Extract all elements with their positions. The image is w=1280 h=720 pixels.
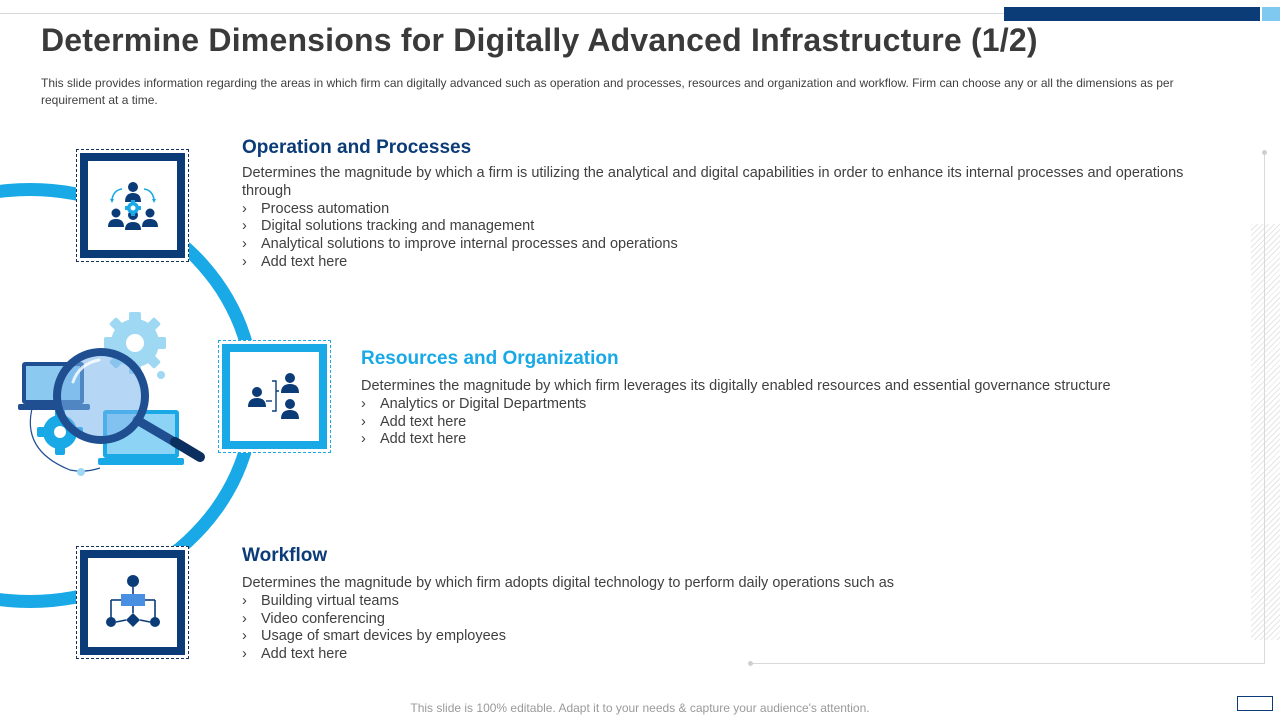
list-item: › Building virtual teams: [242, 593, 1142, 611]
section-operation: [242, 137, 1202, 272]
bottom-rule-dot: [748, 661, 753, 666]
list-item: › Video conferencing: [242, 611, 1142, 629]
bullet-list: [242, 593, 1142, 664]
section-title: Operation and Processes: [242, 137, 472, 158]
right-rule-dot: [1262, 150, 1267, 155]
section-text: Determines the magnitude by which firm adopts digital technology to perform daily operations such as: [242, 575, 895, 591]
workflow-icon-box: [76, 546, 189, 659]
bullet-list: [242, 201, 1202, 272]
magnifier-laptop-gears-icon: [15, 310, 210, 480]
org-chart-people-icon: [245, 371, 305, 423]
right-rule: [1264, 152, 1265, 664]
footer-note: This slide is 100% editable. Adapt it to your needs & capture your audience's attention.: [410, 701, 870, 715]
slide-description: This slide provides information regarding the areas in which firm can digitally advanced such as operation and processes, resources and organization and workflow. Firm can choose any or all the dimensions as per requirement at a time.: [41, 76, 1174, 107]
section-title: Resources and Organization: [361, 348, 619, 369]
section-workflow: [242, 545, 1142, 664]
list-item: › Digital solutions tracking and management: [242, 218, 1202, 236]
list-item: › Analytical solutions to improve internal processes and operations: [242, 236, 1202, 254]
list-item: › Add text here: [361, 414, 1201, 432]
top-rule: [0, 13, 1004, 14]
list-item: › Add text here: [242, 646, 1142, 664]
list-item: › Add text here: [361, 431, 1201, 449]
slide-title: Determine Dimensions for Digitally Advanced Infrastructure (1/2): [41, 22, 1038, 58]
top-accent-bar-dark: [1004, 7, 1260, 21]
list-item: › Add text here: [242, 254, 1202, 272]
hatched-panel: [1251, 224, 1280, 640]
list-item: › Usage of smart devices by employees: [242, 628, 1142, 646]
section-text: Determines the magnitude by which firm leverages its digitally enabled resources and essential governance structure: [361, 378, 1111, 394]
bottom-rule: [750, 663, 1265, 664]
section-text: Determines the magnitude by which a firm is utilizing the analytical and digital capabilities in order to enhance its internal processes and operations through: [242, 165, 1184, 199]
resources-icon-box: [218, 340, 331, 453]
flowchart-icon: [103, 574, 163, 632]
operation-icon-box: [76, 149, 189, 262]
bullet-list: [361, 396, 1201, 449]
list-item: › Process automation: [242, 201, 1202, 219]
team-gear-icon: [103, 181, 163, 231]
section-resources: [361, 348, 1201, 449]
corner-box: [1237, 696, 1273, 711]
top-accent-bar-light: [1262, 7, 1280, 21]
section-title: Workflow: [242, 545, 328, 566]
list-item: › Analytics or Digital Departments: [361, 396, 1201, 414]
